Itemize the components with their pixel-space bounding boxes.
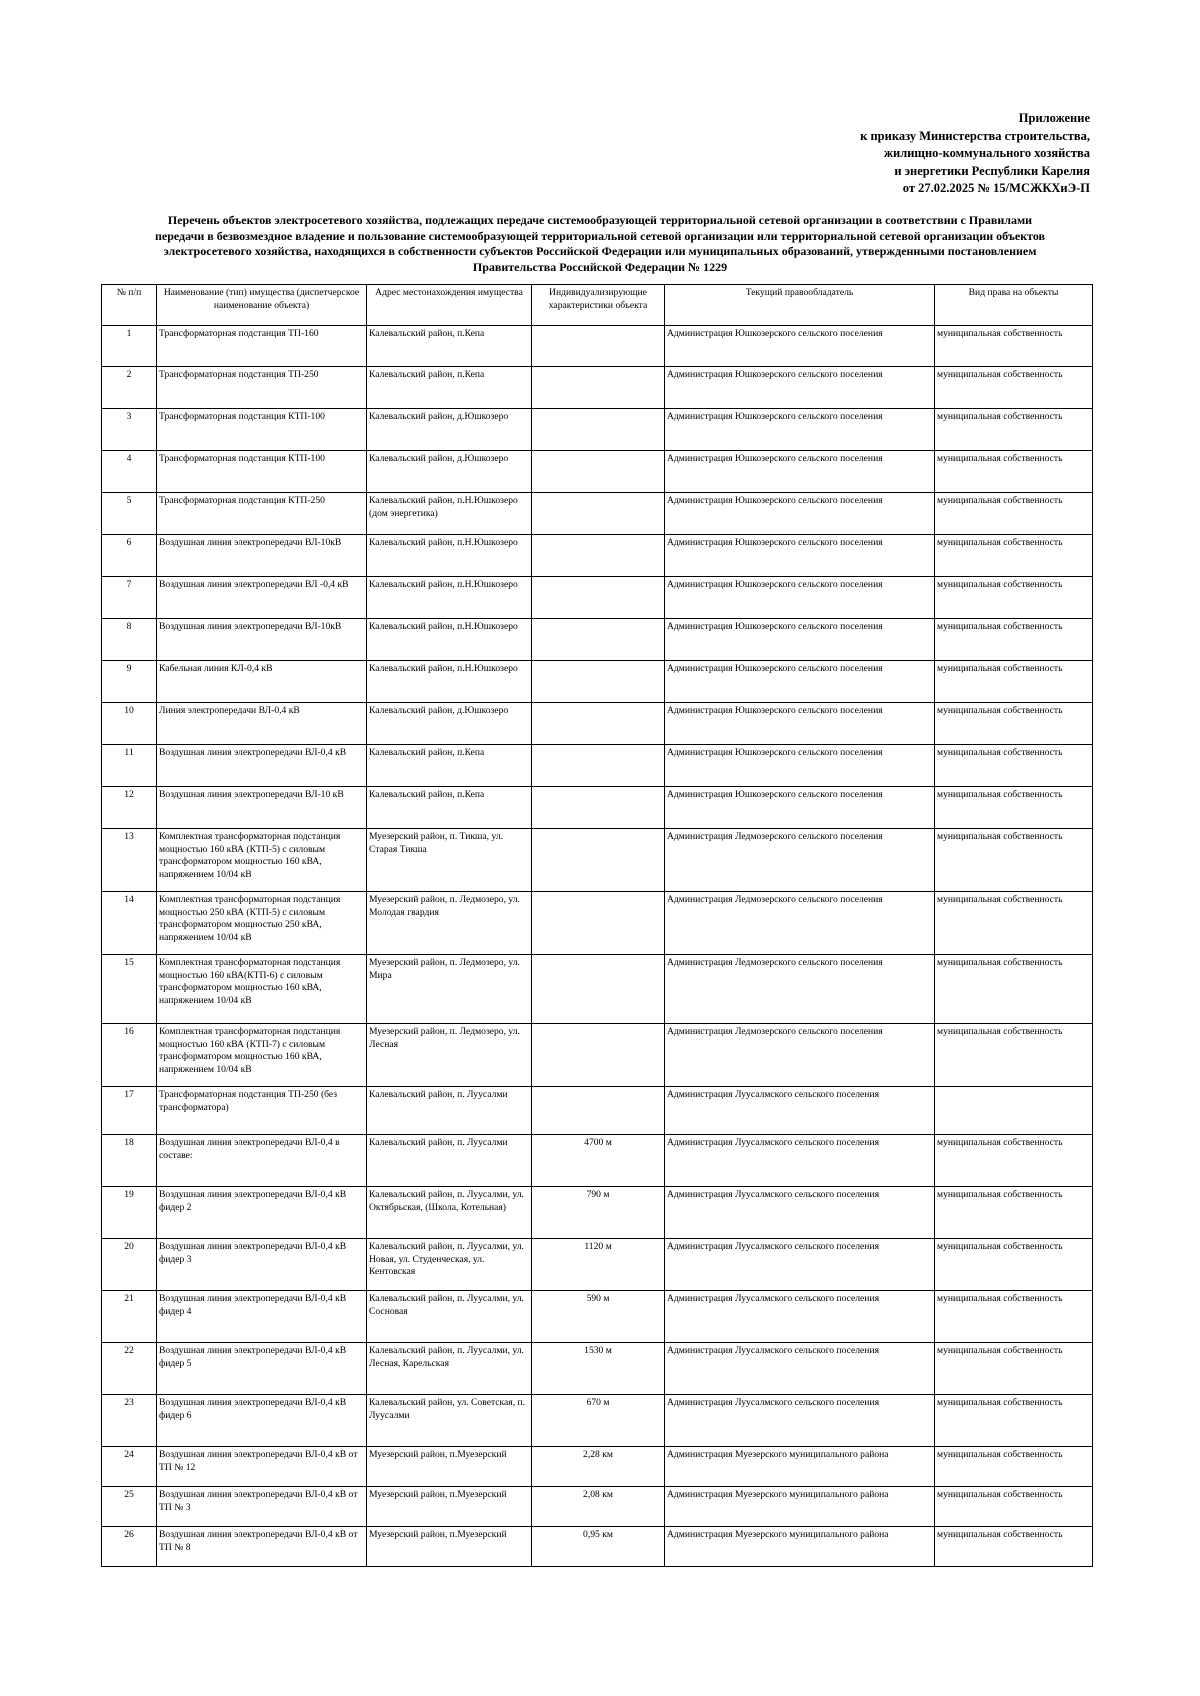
address-cell: Калевальский район, д.Юшкозеро [367, 409, 532, 451]
right-type-cell: муниципальная собственность [935, 1239, 1093, 1291]
name-cell: Воздушная линия электропередачи ВЛ-0,4 кВ от ТП № 8 [157, 1527, 367, 1567]
title-line: Перечень объектов электросетевого хозяйства, подлежащих передаче системообразующей территориальной сетевой организации в соответствии с Правилами [167, 213, 1033, 227]
name-cell: Линия электропередачи ВЛ-0,4 кВ [157, 703, 367, 745]
table-row [102, 829, 1093, 892]
right-type-cell: муниципальная собственность [935, 1487, 1093, 1527]
right-type-cell: муниципальная собственность [935, 1291, 1093, 1343]
table-row [102, 1087, 1093, 1135]
characteristics-cell: 790 м [532, 1187, 665, 1239]
title-line: Правительства Российской Федерации № 1229 [472, 259, 728, 274]
name-cell: Воздушная линия электропередачи ВЛ-0,4 кВ фидер 3 [157, 1239, 367, 1291]
owner-cell: Администрация Луусалмского сельского поселения [665, 1291, 935, 1343]
appendix-line: Приложение [1018, 111, 1090, 125]
row-number-cell: 16 [102, 1024, 157, 1087]
owner-cell: Администрация Муезерского муниципального района [665, 1527, 935, 1567]
address-cell: Муезерский район, п. Ледмозеро, ул. Молодая гвардия [367, 892, 532, 955]
owner-cell: Администрация Юшкозерского сельского поселения [665, 493, 935, 535]
table-row [102, 1187, 1093, 1239]
owner-cell: Администрация Луусалмского сельского поселения [665, 1343, 935, 1395]
right-type-cell: муниципальная собственность [935, 326, 1093, 367]
objects-table [101, 284, 1093, 1567]
header-cell: Вид права на объекты [935, 285, 1093, 326]
right-type-cell: муниципальная собственность [935, 577, 1093, 619]
table-row [102, 1395, 1093, 1447]
name-cell: Трансформаторная подстанция КТП-250 [157, 493, 367, 535]
characteristics-cell [532, 619, 665, 661]
characteristics-cell [532, 451, 665, 493]
table-row [102, 703, 1093, 745]
address-cell: Муезерский район, п.Муезерский [367, 1487, 532, 1527]
name-cell: Комплектная трансформаторная подстанция мощностью 160 кВА(КТП-6) с силовым трансформатором мощностью 160 кВА, напряжением 10/04 кВ [157, 955, 367, 1024]
address-cell: Муезерский район, п.Муезерский [367, 1447, 532, 1487]
characteristics-cell [532, 409, 665, 451]
owner-cell: Администрация Луусалмского сельского поселения [665, 1087, 935, 1135]
owner-cell: Администрация Юшкозерского сельского поселения [665, 367, 935, 409]
name-cell: Воздушная линия электропередачи ВЛ-0,4 кВ фидер 2 [157, 1187, 367, 1239]
right-type-cell: муниципальная собственность [935, 451, 1093, 493]
owner-cell: Администрация Луусалмского сельского поселения [665, 1395, 935, 1447]
name-cell: Трансформаторная подстанция ТП-250 (без трансформатора) [157, 1087, 367, 1135]
characteristics-cell [532, 535, 665, 577]
row-number-cell: 2 [102, 367, 157, 409]
row-number-cell: 12 [102, 787, 157, 829]
row-number-cell: 6 [102, 535, 157, 577]
right-type-cell [935, 1087, 1093, 1135]
row-number-cell: 10 [102, 703, 157, 745]
owner-cell: Администрация Муезерского муниципального района [665, 1487, 935, 1527]
table-row [102, 955, 1093, 1024]
right-type-cell: муниципальная собственность [935, 1447, 1093, 1487]
table-row [102, 1343, 1093, 1395]
appendix-line: жилищно-коммунального хозяйства [883, 146, 1090, 160]
right-type-cell: муниципальная собственность [935, 745, 1093, 787]
address-cell: Муезерский район, п. Ледмозеро, ул. Лесная [367, 1024, 532, 1087]
name-cell: Комплектная трансформаторная подстанция мощностью 160 кВА (КТП-7) с силовым трансформатором мощностью 160 кВА, напряжением 10/04 кВ [157, 1024, 367, 1087]
right-type-cell: муниципальная собственность [935, 409, 1093, 451]
owner-cell: Администрация Юшкозерского сельского поселения [665, 745, 935, 787]
characteristics-cell: 2,08 км [532, 1487, 665, 1527]
row-number-cell: 25 [102, 1487, 157, 1527]
name-cell: Трансформаторная подстанция ТП-160 [157, 326, 367, 367]
row-number-cell: 19 [102, 1187, 157, 1239]
row-number-cell: 20 [102, 1239, 157, 1291]
owner-cell: Администрация Юшкозерского сельского поселения [665, 661, 935, 703]
owner-cell: Администрация Ледмозерского сельского поселения [665, 829, 935, 892]
name-cell: Воздушная линия электропередачи ВЛ-0,4 кВ фидер 5 [157, 1343, 367, 1395]
characteristics-cell [532, 367, 665, 409]
table-row [102, 493, 1093, 535]
address-cell: Калевальский район, п.Кепа [367, 787, 532, 829]
right-type-cell: муниципальная собственность [935, 1343, 1093, 1395]
owner-cell: Администрация Юшкозерского сельского поселения [665, 619, 935, 661]
table-row [102, 1447, 1093, 1487]
row-number-cell: 14 [102, 892, 157, 955]
address-cell: Муезерский район, п. Ледмозеро, ул. Мира [367, 955, 532, 1024]
title-line: электросетевого хозяйства, находящихся в собственности субъектов Российской Федерации или муниципальных образований, утвержденными постановлением [163, 244, 1037, 258]
name-cell: Трансформаторная подстанция ТП-250 [157, 367, 367, 409]
document-title [100, 213, 1100, 275]
characteristics-cell [532, 787, 665, 829]
characteristics-cell: 4700 м [532, 1135, 665, 1187]
header-cell: Текущий правообладатель [665, 285, 935, 326]
row-number-cell: 8 [102, 619, 157, 661]
table-row [102, 1135, 1093, 1187]
row-number-cell: 15 [102, 955, 157, 1024]
characteristics-cell: 1530 м [532, 1343, 665, 1395]
characteristics-cell: 2,28 км [532, 1447, 665, 1487]
row-number-cell: 5 [102, 493, 157, 535]
characteristics-cell [532, 703, 665, 745]
characteristics-cell: 0,95 км [532, 1527, 665, 1567]
row-number-cell: 18 [102, 1135, 157, 1187]
table-body [102, 326, 1093, 1567]
table-row [102, 1291, 1093, 1343]
address-cell: Калевальский район, д.Юшкозеро [367, 703, 532, 745]
header-cell: Наименование (тип) имущества (диспетчерское наименование объекта) [157, 285, 367, 326]
characteristics-cell [532, 745, 665, 787]
right-type-cell: муниципальная собственность [935, 367, 1093, 409]
owner-cell: Администрация Ледмозерского сельского поселения [665, 1024, 935, 1087]
header-cell: Адрес местонахождения имущества [367, 285, 532, 326]
address-cell: Калевальский район, п. Луусалми, ул. Октябрьская, (Школа, Котельная) [367, 1187, 532, 1239]
address-cell: Калевальский район, п.Кепа [367, 745, 532, 787]
characteristics-cell [532, 493, 665, 535]
owner-cell: Администрация Муезерского муниципального района [665, 1447, 935, 1487]
name-cell: Воздушная линия электропередачи ВЛ-0,4 в составе: [157, 1135, 367, 1187]
right-type-cell: муниципальная собственность [935, 661, 1093, 703]
name-cell: Кабельная линия КЛ-0,4 кВ [157, 661, 367, 703]
row-number-cell: 13 [102, 829, 157, 892]
header-cell: № п/п [102, 285, 157, 326]
appendix-block [860, 110, 1090, 198]
table-row [102, 619, 1093, 661]
table-row [102, 661, 1093, 703]
table-row [102, 1239, 1093, 1291]
address-cell: Калевальский район, п. Луусалми, ул. Лесная, Карельская [367, 1343, 532, 1395]
name-cell: Воздушная линия электропередачи ВЛ-10 кВ [157, 787, 367, 829]
table-row [102, 892, 1093, 955]
table-row [102, 1487, 1093, 1527]
row-number-cell: 23 [102, 1395, 157, 1447]
name-cell: Комплектная трансформаторная подстанция мощностью 250 кВА (КТП-5) с силовым трансформатором мощностью 250 кВА, напряжением 10/04 кВ [157, 892, 367, 955]
owner-cell: Администрация Луусалмского сельского поселения [665, 1187, 935, 1239]
characteristics-cell: 1120 м [532, 1239, 665, 1291]
name-cell: Воздушная линия электропередачи ВЛ-0,4 кВ фидер 4 [157, 1291, 367, 1343]
right-type-cell: муниципальная собственность [935, 892, 1093, 955]
address-cell: Муезерский район, п. Тикша, ул. Старая Тикша [367, 829, 532, 892]
name-cell: Трансформаторная подстанция КТП-100 [157, 451, 367, 493]
row-number-cell: 3 [102, 409, 157, 451]
right-type-cell: муниципальная собственность [935, 493, 1093, 535]
characteristics-cell [532, 577, 665, 619]
table-header-row [102, 285, 1093, 326]
appendix-line: и энергетики Республики Карелия [894, 163, 1090, 178]
row-number-cell: 24 [102, 1447, 157, 1487]
appendix-line: к приказу Министерства строительства, [860, 128, 1090, 143]
name-cell: Комплектная трансформаторная подстанция мощностью 160 кВА (КТП-5) с силовым трансформатором мощностью 160 кВА, напряжением 10/04 кВ [157, 829, 367, 892]
table-row [102, 787, 1093, 829]
row-number-cell: 9 [102, 661, 157, 703]
characteristics-cell [532, 892, 665, 955]
row-number-cell: 26 [102, 1527, 157, 1567]
right-type-cell: муниципальная собственность [935, 1527, 1093, 1567]
address-cell: Калевальский район, п. Луусалми, ул. Сосновая [367, 1291, 532, 1343]
owner-cell: Администрация Юшкозерского сельского поселения [665, 787, 935, 829]
name-cell: Воздушная линия электропередачи ВЛ-10кВ [157, 619, 367, 661]
owner-cell: Администрация Юшкозерского сельского поселения [665, 703, 935, 745]
owner-cell: Администрация Луусалмского сельского поселения [665, 1135, 935, 1187]
characteristics-cell: 590 м [532, 1291, 665, 1343]
right-type-cell: муниципальная собственность [935, 619, 1093, 661]
right-type-cell: муниципальная собственность [935, 1187, 1093, 1239]
name-cell: Воздушная линия электропередачи ВЛ-10кВ [157, 535, 367, 577]
owner-cell: Администрация Юшкозерского сельского поселения [665, 577, 935, 619]
address-cell: Калевальский район, ул. Советская, п. Луусалми [367, 1395, 532, 1447]
table-row [102, 1527, 1093, 1567]
address-cell: Калевальский район, п. Луусалми [367, 1087, 532, 1135]
address-cell: Калевальский район, п.Кепа [367, 367, 532, 409]
name-cell: Воздушная линия электропередачи ВЛ-0,4 кВ [157, 745, 367, 787]
address-cell: Калевальский район, д.Юшкозеро [367, 451, 532, 493]
table-row [102, 577, 1093, 619]
characteristics-cell [532, 326, 665, 367]
address-cell: Калевальский район, п.Кепа [367, 326, 532, 367]
owner-cell: Администрация Ледмозерского сельского поселения [665, 892, 935, 955]
title-line: передачи в безвозмездное владение и пользование системообразующей территориальной сетевой организации или территориальной сетевой организации объектов [154, 228, 1046, 243]
right-type-cell: муниципальная собственность [935, 829, 1093, 892]
name-cell: Трансформаторная подстанция КТП-100 [157, 409, 367, 451]
characteristics-cell [532, 1024, 665, 1087]
characteristics-cell [532, 955, 665, 1024]
right-type-cell: муниципальная собственность [935, 787, 1093, 829]
address-cell: Калевальский район, п. Луусалми, ул. Новая, ул. Студенческая, ул. Кентовская [367, 1239, 532, 1291]
address-cell: Калевальский район, п.Н.Юшкозеро [367, 619, 532, 661]
row-number-cell: 22 [102, 1343, 157, 1395]
name-cell: Воздушная линия электропередачи ВЛ-0,4 кВ от ТП № 3 [157, 1487, 367, 1527]
owner-cell: Администрация Юшкозерского сельского поселения [665, 535, 935, 577]
owner-cell: Администрация Ледмозерского сельского поселения [665, 955, 935, 1024]
right-type-cell: муниципальная собственность [935, 955, 1093, 1024]
characteristics-cell [532, 829, 665, 892]
owner-cell: Администрация Юшкозерского сельского поселения [665, 326, 935, 367]
table-row [102, 745, 1093, 787]
row-number-cell: 4 [102, 451, 157, 493]
table-row [102, 1024, 1093, 1087]
right-type-cell: муниципальная собственность [935, 1395, 1093, 1447]
address-cell: Калевальский район, п.Н.Юшкозеро [367, 661, 532, 703]
table-row [102, 367, 1093, 409]
row-number-cell: 11 [102, 745, 157, 787]
table-row [102, 326, 1093, 367]
table-row [102, 451, 1093, 493]
name-cell: Воздушная линия электропередачи ВЛ -0,4 кВ [157, 577, 367, 619]
address-cell: Калевальский район, п. Луусалми [367, 1135, 532, 1187]
row-number-cell: 21 [102, 1291, 157, 1343]
right-type-cell: муниципальная собственность [935, 703, 1093, 745]
address-cell: Калевальский район, п.Н.Юшкозеро [367, 535, 532, 577]
right-type-cell: муниципальная собственность [935, 1024, 1093, 1087]
row-number-cell: 17 [102, 1087, 157, 1135]
address-cell: Калевальский район, п.Н.Юшкозеро [367, 577, 532, 619]
name-cell: Воздушная линия электропередачи ВЛ-0,4 кВ от ТП № 12 [157, 1447, 367, 1487]
owner-cell: Администрация Луусалмского сельского поселения [665, 1239, 935, 1291]
right-type-cell: муниципальная собственность [935, 535, 1093, 577]
header-cell: Индивидуализирующие характеристики объекта [532, 285, 665, 326]
characteristics-cell [532, 661, 665, 703]
characteristics-cell: 670 м [532, 1395, 665, 1447]
table-row [102, 535, 1093, 577]
address-cell: Муезерский район, п.Муезерский [367, 1527, 532, 1567]
appendix-line: от 27.02.2025 № 15/МСЖКХиЭ-П [902, 181, 1090, 195]
name-cell: Воздушная линия электропередачи ВЛ-0,4 кВ фидер 6 [157, 1395, 367, 1447]
row-number-cell: 1 [102, 326, 157, 367]
owner-cell: Администрация Юшкозерского сельского поселения [665, 409, 935, 451]
row-number-cell: 7 [102, 577, 157, 619]
characteristics-cell [532, 1087, 665, 1135]
table-row [102, 409, 1093, 451]
right-type-cell: муниципальная собственность [935, 1135, 1093, 1187]
address-cell: Калевальский район, п.Н.Юшкозеро (дом энергетика) [367, 493, 532, 535]
owner-cell: Администрация Юшкозерского сельского поселения [665, 451, 935, 493]
